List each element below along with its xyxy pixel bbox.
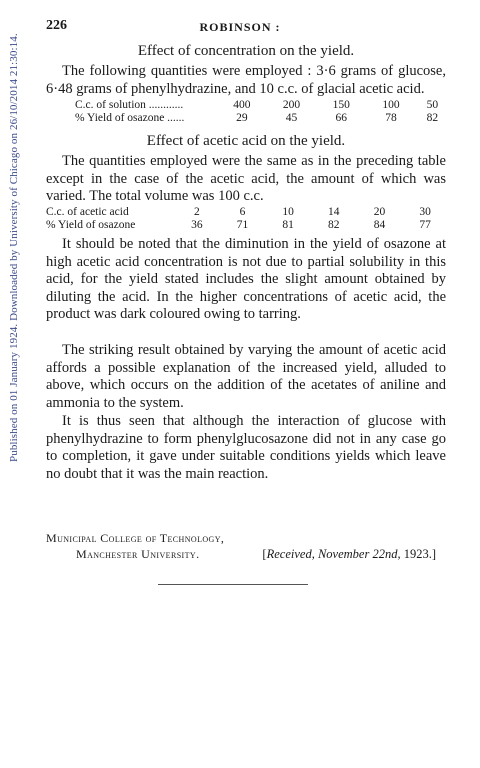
table-cell: 84 <box>373 219 386 231</box>
paragraph-diminution: It should be noted that the diminution in the yield of osazone at high acetic acid concentration is not due to partial solubility in this acid, for the yield stated includes the slight amount obtained by diluting the acid. In the higher concentrations of acetic acid, the product was dark coloured owing to tarring. <box>46 236 446 323</box>
table-cell: 14 <box>328 206 340 218</box>
concentration-table <box>75 99 449 125</box>
table-cell: 71 <box>236 219 249 231</box>
table-cell: 81 <box>282 219 294 231</box>
paragraph-conclusion: It is thus seen that although the interaction of glucose with phenylhydrazine to form phenylglucosazone did not in any case go to completion, it gave under suitable conditions yields which leave no doubt that it was the main reaction. <box>46 413 446 482</box>
table-row <box>75 112 449 125</box>
paragraph-quantities: The following quantities were employed : 3·6 grams of glucose, 6·48 grams of phenylhydrazine, and 10 c.c. of glacial acetic acid. <box>46 63 446 97</box>
table-cell: 400 <box>233 99 251 111</box>
table-cell: 150 <box>332 99 350 111</box>
table-cell: 30 <box>419 206 431 218</box>
table-row <box>75 99 449 112</box>
paragraph-acetic-quantities: The quantities employed were the same as in the preceding table except in the case of the acetic acid, the amount of which was varied. The total volume was 100 c.c. <box>46 153 446 205</box>
table-cell: 77 <box>419 219 431 231</box>
row-label: C.c. of solution ............ <box>75 99 184 111</box>
running-head: ROBINSON : <box>199 20 281 34</box>
table-cell: 36 <box>191 219 203 231</box>
section-heading-acetic-acid: Effect of acetic acid on the yield. <box>146 133 346 149</box>
row-label: % Yield of osazone <box>46 219 136 231</box>
table-cell: 66 <box>335 112 347 124</box>
affiliation-college: Municipal College of Technology, <box>46 531 225 545</box>
table-cell: 82 <box>328 219 340 231</box>
table-cell: 2 <box>193 206 200 218</box>
received-date: [Received, November 22nd, 1923.] <box>262 547 436 561</box>
acetic-acid-table <box>46 206 448 232</box>
row-label: C.c. of acetic acid <box>46 206 129 218</box>
table-row <box>46 206 448 219</box>
download-stamp: Published on 01 January 1924. Downloaded by University of Chicago on 26/10/2014 21:30:14. <box>8 33 20 462</box>
table-cell: 200 <box>282 99 301 111</box>
table-cell: 6 <box>239 206 246 218</box>
table-cell: 50 <box>426 99 439 111</box>
section-heading-concentration: Effect of concentration on the yield. <box>137 43 355 59</box>
end-rule <box>158 584 308 585</box>
table-cell: 10 <box>282 206 294 218</box>
page-number: 226 <box>46 18 67 33</box>
row-label: % Yield of osazone ...... <box>75 112 185 124</box>
table-cell: 100 <box>382 99 400 111</box>
affiliation-university: Manchester University. <box>76 547 200 561</box>
table-cell: 82 <box>426 112 439 124</box>
table-cell: 29 <box>236 112 248 124</box>
table-cell: 78 <box>385 112 397 124</box>
table-row <box>46 219 448 232</box>
paragraph-striking-result: The striking result obtained by varying the amount of acetic acid affords a possible explanation of the increased yield, alluded to above, which occurs on the addition of the acetates of aniline and ammonia to the system. <box>46 342 446 411</box>
table-cell: 45 <box>285 112 298 124</box>
table-cell: 20 <box>373 206 386 218</box>
